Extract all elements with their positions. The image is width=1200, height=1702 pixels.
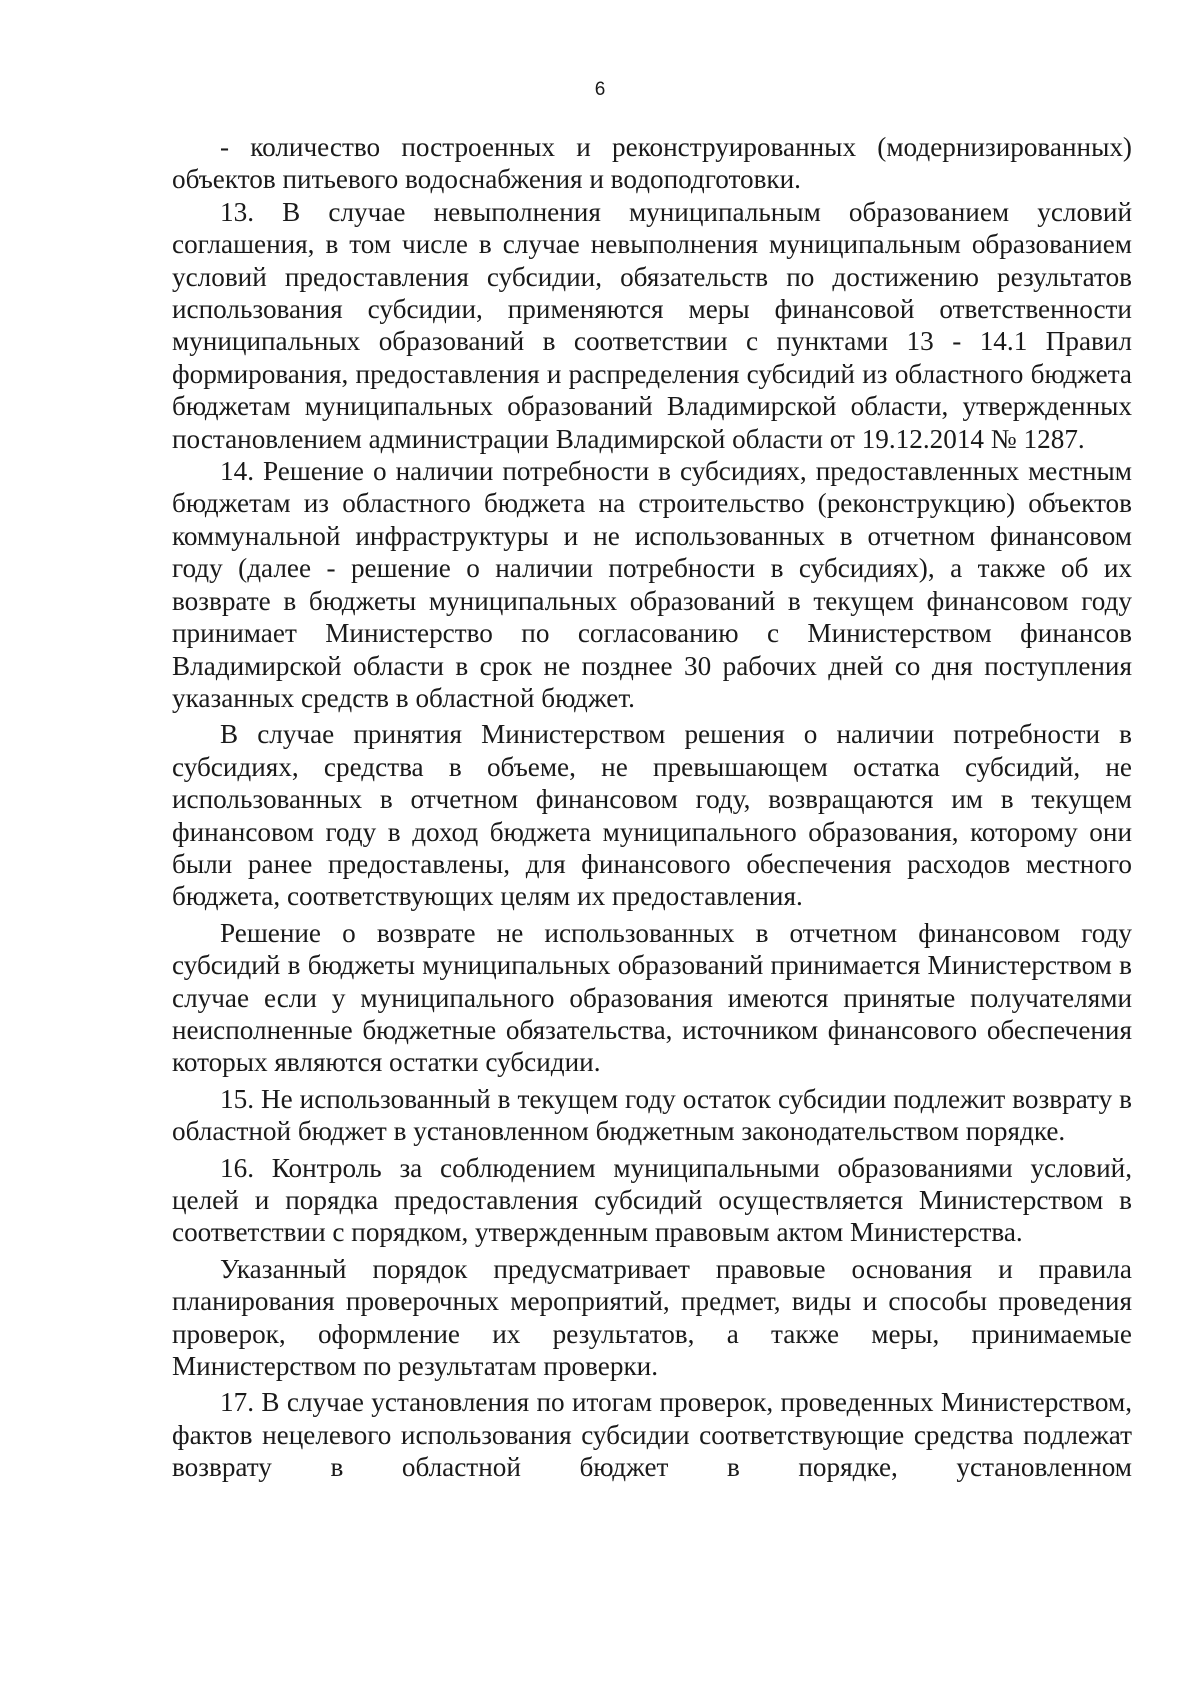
paragraph-17-misuse: 17. В случае установления по итогам проверок, проведенных Министерством, фактов нецелевого использования субсидии соответствующие средства подлежат возврату в областной бюджет в порядке, установленном	[172, 1387, 1132, 1483]
document-body	[172, 131, 1132, 1484]
paragraph-13-financial-responsibility: 13. В случае невыполнения муниципальным образованием условий соглашения, в том числе в случае невыполнения муниципальным образованием условий предоставления субсидии, обязательств по достижению результатов использования субсидии, применяются меры финансовой ответственности муниципальных образований в соответствии с пунктами 13 - 14.1 Правил формирования, предоставления и распределения субсидий из областного бюджета бюджетам муниципальных образований Владимирской области, утвержденных постановлением администрации Владимирской области от 19.12.2014 № 1287.	[172, 196, 1132, 454]
paragraph-15-unused-balance: 15. Не использованный в текущем году остаток субсидии подлежит возврату в областной бюджет в установленном бюджетным законодательством порядке.	[172, 1083, 1132, 1147]
paragraph-16-control: 16. Контроль за соблюдением муниципальными образованиями условий, целей и порядка предоставления субсидий осуществляется Министерством в соответствии с порядком, утвержденным правовым актом Министерства.	[172, 1152, 1132, 1248]
paragraph-inspection-procedure: Указанный порядок предусматривает правовые основания и правила планирования проверочных мероприятий, предмет, виды и способы проведения проверок, оформление их результатов, а также меры, принимаемые Министерством по результатам проверки.	[172, 1253, 1132, 1382]
paragraph-indicator-water-supply: - количество построенных и реконструированных (модернизированных) объектов питьевого водоснабжения и водоподготовки.	[172, 132, 1132, 195]
page-number: 6	[594, 79, 606, 100]
paragraph-return-decision: Решение о возврате не использованных в отчетном финансовом году субсидий в бюджеты муниципальных образований принимается Министерством в случае если у муниципального образования имеются принятые получателями неисполненные бюджетные обязательства, источником финансового обеспечения которых являются остатки субсидии.	[172, 917, 1132, 1078]
paragraph-return-of-funds: В случае принятия Министерством решения о наличии потребности в субсидиях, средства в объеме, не превышающем остатка субсидий, не использованных в отчетном финансовом году, возвращаются им в текущем финансовом году в доход бюджета муниципального образования, которому они были ранее предоставлены, для финансового обеспечения расходов местного бюджета, соответствующих целям их предоставления.	[172, 719, 1132, 912]
paragraph-14-need-decision: 14. Решение о наличии потребности в субсидиях, предоставленных местным бюджетам из областного бюджета на строительство (реконструкцию) объектов коммунальной инфраструктуры и не использованных в отчетном финансовом году (далее - решение о наличии потребности в субсидиях), а также об их возврате в бюджеты муниципальных образований в текущем финансовом году принимает Министерство по согласованию с Министерством финансов Владимирской области в срок не позднее 30 рабочих дней со дня поступления указанных средств в областной бюджет.	[172, 456, 1132, 713]
